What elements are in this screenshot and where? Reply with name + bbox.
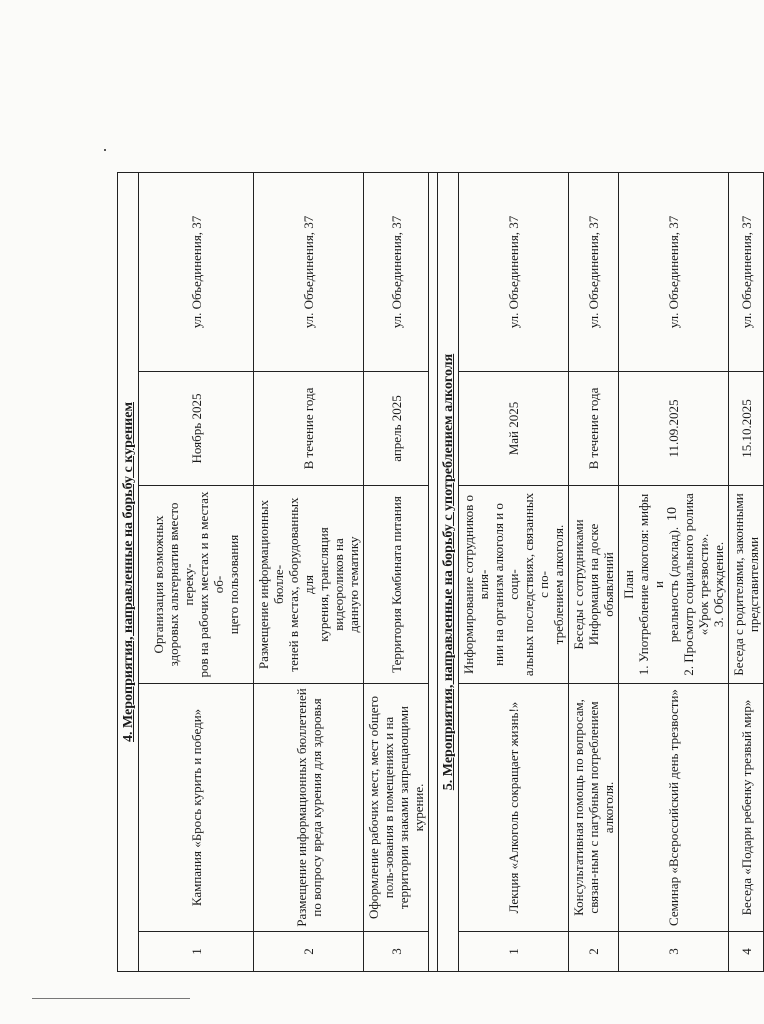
action-line: Беседа с родителями, законными bbox=[731, 493, 746, 676]
spacer-row bbox=[429, 172, 438, 971]
action-line: План bbox=[621, 570, 636, 599]
row-number: 1 bbox=[459, 932, 569, 972]
action-line: «Урок трезвости». bbox=[696, 533, 711, 636]
row-number: 1 bbox=[139, 932, 254, 972]
section-title: 5. Мероприятия, направленные на борьбу с употреблением алкоголя bbox=[438, 172, 459, 971]
action-line: реальность (доклад). bbox=[666, 526, 681, 643]
table-row bbox=[569, 172, 619, 971]
action-line: 3. Обсуждение. bbox=[711, 541, 726, 628]
event-name: Оформление рабочих мест, мест общего поль-зования в помещениях и на территории знаками запрещающими курение. bbox=[364, 684, 429, 932]
table-row bbox=[364, 172, 429, 971]
rotated-document-table bbox=[117, 173, 761, 972]
event-date: 15.10.2025 bbox=[729, 372, 764, 486]
event-date: Ноябрь 2025 bbox=[139, 372, 254, 486]
section-header-row bbox=[438, 172, 459, 971]
row-number: 3 bbox=[619, 932, 729, 972]
event-place: ул. Объединения, 37 bbox=[729, 172, 764, 371]
action-line: ров на рабочих местах и в местах об- bbox=[196, 491, 226, 678]
event-action bbox=[459, 486, 569, 684]
action-line: 1. Употребление алкоголя: мифы и bbox=[636, 493, 666, 676]
action-line: нии на организм алкоголя и о соци- bbox=[491, 503, 521, 666]
event-action bbox=[254, 486, 364, 684]
event-action bbox=[569, 486, 619, 684]
event-name: Лекция «Алкоголь сокращает жизнь!» bbox=[459, 684, 569, 932]
event-place: ул. Объединения, 37 bbox=[459, 172, 569, 371]
event-name: Кампания «Брось курить и победи» bbox=[139, 684, 254, 932]
row-number: 2 bbox=[569, 932, 619, 972]
event-name: Размещение информационных бюллетеней по вопросу вреда курения для здоровья bbox=[254, 684, 364, 932]
event-action bbox=[139, 486, 254, 684]
scan-mark bbox=[104, 149, 106, 151]
action-line: Размещение информационных бюлле- bbox=[256, 499, 286, 670]
page-number: 10 bbox=[665, 507, 680, 521]
event-date: В течение года bbox=[254, 372, 364, 486]
table-row bbox=[729, 172, 764, 971]
action-line: данную тематику bbox=[346, 536, 361, 633]
event-date: апрель 2025 bbox=[364, 372, 429, 486]
action-line: альных последствиях, связанных с по- bbox=[521, 492, 551, 677]
row-number: 2 bbox=[254, 932, 364, 972]
action-line: представителями bbox=[746, 536, 761, 633]
event-place: ул. Объединения, 37 bbox=[254, 172, 364, 371]
action-line: треблением алкоголя. bbox=[551, 524, 566, 645]
spacer-cell bbox=[429, 172, 438, 971]
event-name: Консультативная помощь по вопросам, связан-ным с пагубным потреблением алкоголя. bbox=[569, 684, 619, 932]
event-place: ул. Объединения, 37 bbox=[364, 172, 429, 371]
event-place: ул. Объединения, 37 bbox=[139, 172, 254, 371]
table-row bbox=[619, 172, 729, 971]
table-row bbox=[139, 172, 254, 971]
action-line: Организация возможных bbox=[151, 515, 166, 654]
action-line: щего пользования bbox=[226, 534, 241, 635]
table-row bbox=[459, 172, 569, 971]
event-name: Беседа «Подари ребенку трезвый мир» bbox=[729, 684, 764, 932]
plan-table bbox=[117, 172, 764, 972]
event-date: Май 2025 bbox=[459, 372, 569, 486]
action-line: 2. Просмотр социального ролика bbox=[681, 493, 696, 676]
action-line: Информирование сотрудников о влия- bbox=[461, 495, 491, 674]
scan-line bbox=[32, 998, 190, 999]
action-line: Территория Комбината питания bbox=[388, 496, 404, 673]
event-name: Семинар «Всероссийский день трезвости» bbox=[619, 684, 729, 932]
section-header-row bbox=[118, 172, 139, 971]
table-row bbox=[254, 172, 364, 971]
event-place: ул. Объединения, 37 bbox=[619, 172, 729, 371]
row-number: 3 bbox=[364, 932, 429, 972]
event-place: ул. Объединения, 37 bbox=[569, 172, 619, 371]
event-date: В течение года bbox=[569, 372, 619, 486]
action-line: Информация на доске объявлений bbox=[586, 523, 616, 646]
action-line: Беседы с сотрудниками bbox=[571, 519, 586, 650]
event-action bbox=[364, 486, 429, 684]
row-number: 4 bbox=[729, 932, 764, 972]
action-line: здоровых альтернатив вместо переку- bbox=[166, 502, 196, 667]
action-line: теней в местах, оборудованных для bbox=[286, 497, 316, 672]
event-action bbox=[729, 486, 764, 684]
action-line: курения, трансляция видеороликов на bbox=[316, 527, 346, 642]
event-date: 11.09.2025 bbox=[619, 372, 729, 486]
section-title: 4. Мероприятия, направленные на борьбу с курением bbox=[118, 172, 139, 971]
